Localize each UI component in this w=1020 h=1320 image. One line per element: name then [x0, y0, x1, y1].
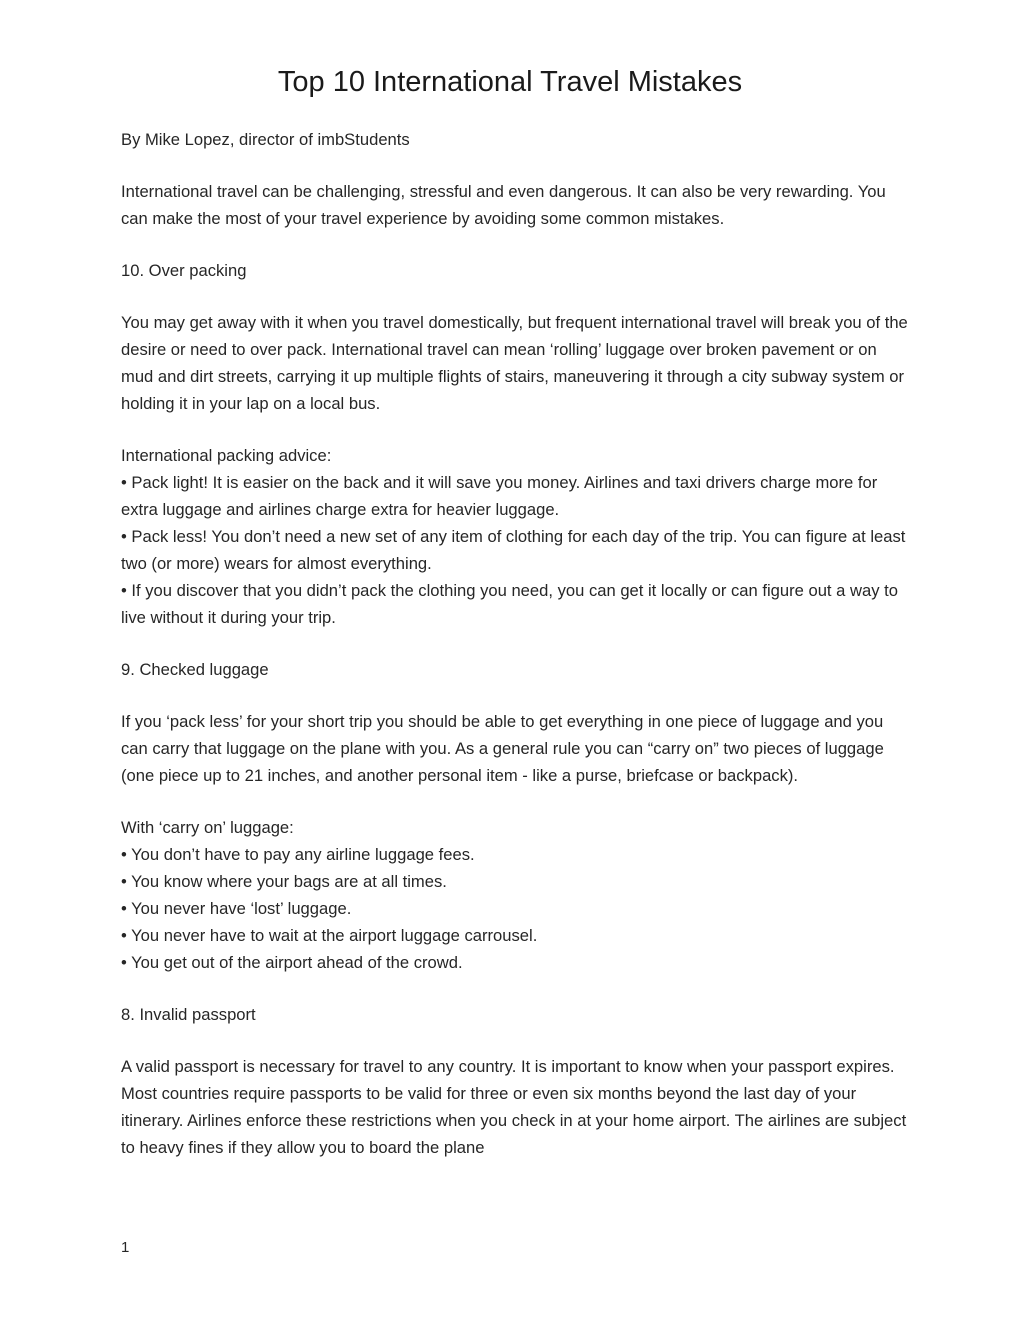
section-paragraph: You may get away with it when you travel domestically, but frequent international travel will break you of the desire or need to over pack. International travel can mean ‘rolling’ luggage over broken pavement or on mud and dirt streets, carrying it up multiple flights of stairs, maneuvering it through a city subway system or holding it in your lap on a local bus. [121, 313, 908, 413]
section-paragraph: A valid passport is necessary for travel to any country. It is important to know when your passport expires. Most countries require passports to be valid for three or even six months beyond the last day of your itinerary. Airlines enforce these restrictions when you check in at your home airport. The airlines are subject to heavy fines if they allow you to board the plane [121, 1057, 907, 1157]
intro-paragraph: International travel can be challenging, stressful and even dangerous. It can also be very rewarding. You can make the most of your travel experience by avoiding some common mistakes. [121, 182, 886, 228]
list-title: International packing advice: [121, 446, 332, 465]
section-heading: 9. Checked luggage [121, 660, 269, 679]
list-item: • You never have ‘lost’ luggage. [121, 899, 352, 918]
section-heading: 10. Over packing [121, 261, 247, 280]
list-item: • Pack less! You don’t need a new set of any item of clothing for each day of the trip. You can figure at least two (or more) wears for almost everything. [121, 527, 906, 573]
section-heading: 8. Invalid passport [121, 1005, 256, 1024]
list-item: • You know where your bags are at all times. [121, 872, 447, 891]
page-title: Top 10 International Travel Mistakes [277, 66, 743, 98]
section-paragraph: If you ‘pack less’ for your short trip you should be able to get everything in one piece of luggage and you can carry that luggage on the plane with you. As a general rule you can “carry on” two pieces of luggage (one piece up to 21 inches, and another personal item - like a purse, briefcase or backpack). [121, 712, 884, 785]
bullet-list [121, 841, 911, 976]
list-item: • If you discover that you didn’t pack the clothing you need, you can get it locally or can figure out a way to live without it during your trip. [121, 581, 898, 627]
document-body [121, 126, 911, 1161]
page-number: 1 [121, 1239, 130, 1256]
list-title: With ‘carry on’ luggage: [121, 818, 294, 837]
list-item: • You don’t have to pay any airline luggage fees. [121, 845, 475, 864]
byline: By Mike Lopez, director of imbStudents [121, 130, 410, 149]
bullet-list [121, 469, 911, 631]
list-item: • Pack light! It is easier on the back and it will save you money. Airlines and taxi drivers charge more for extra luggage and airlines charge extra for heavier luggage. [121, 473, 878, 519]
list-item: • You get out of the airport ahead of the crowd. [121, 953, 463, 972]
list-item: • You never have to wait at the airport luggage carrousel. [121, 926, 538, 945]
